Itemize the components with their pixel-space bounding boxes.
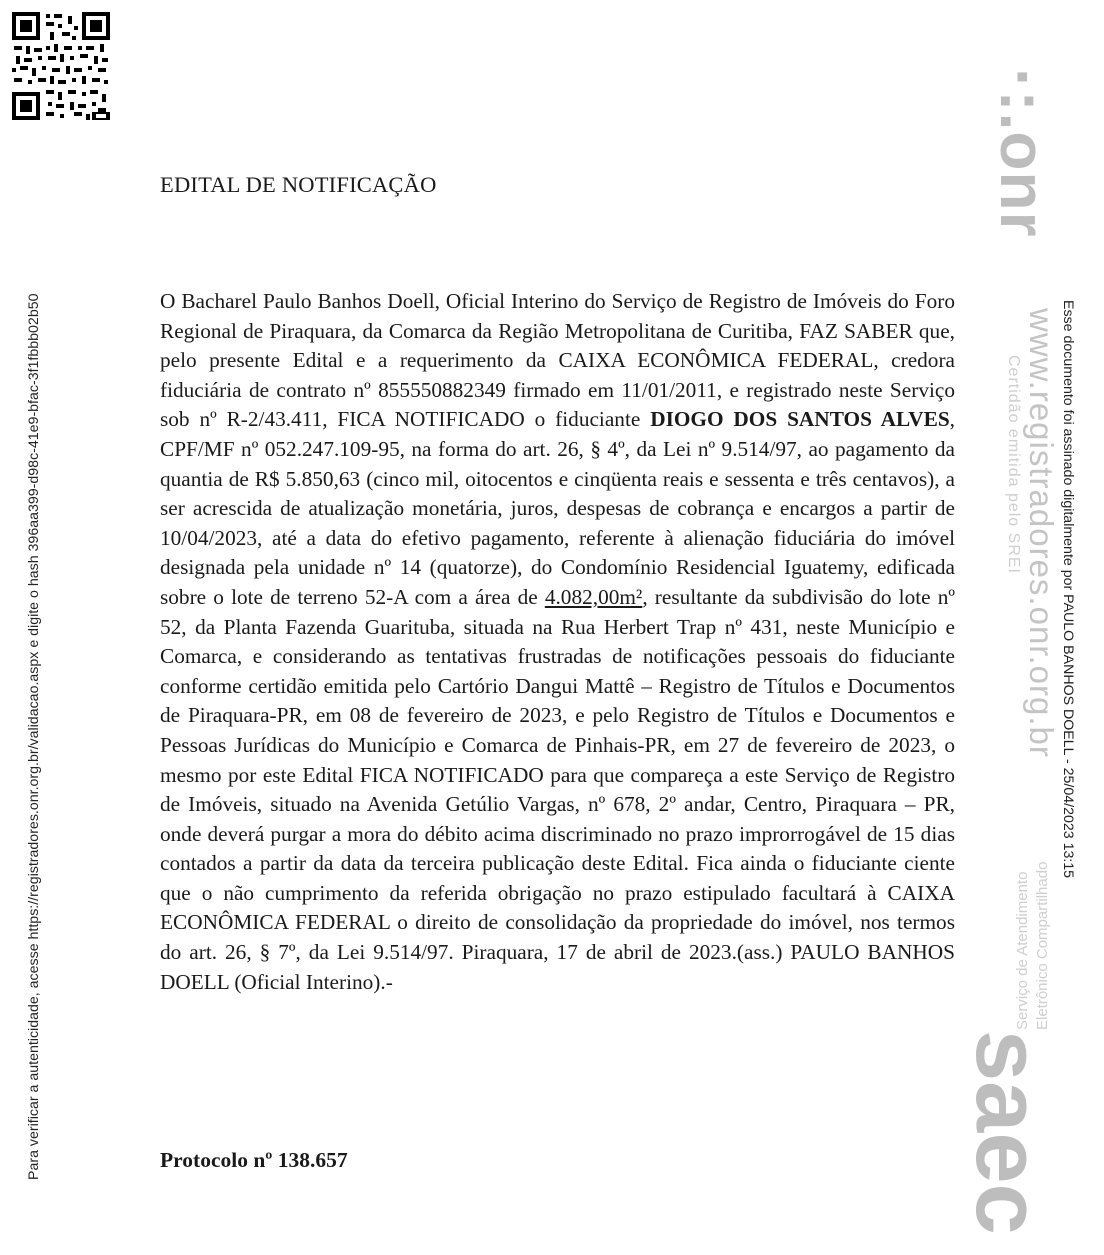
onr-logo-watermark: ·:.onr (987, 68, 1059, 238)
body-part-1: O Bacharel Paulo Banhos Doell, Oficial Interino do Serviço de Registro de Imóveis do Foro Regional de Piraquara, da Comarca da Região Metropolitana de Curitiba, FAZ SABER que, pelo presente Edital e a requerimento da CAIXA ECONÔMICA FEDERAL, credora fiduciária de contrato nº 855550882349 firmado em 11/01/2011, e registrado neste Serviço sob nº R-2/43.411, FICA NOTIFICADO o fiduciante (160, 289, 955, 432)
body-part-3: , resultante da subdivisão do lote nº 52, da Planta Fazenda Guarituba, situada na Rua Herbert Trap nº 431, neste Município e Comarca, e considerando as tentativas frustradas de notificações pessoais do fiduciante conforme certidão emitida pelo Cartório Dangui Mattê – Registro de Títulos e Documentos de Piraquara-PR, em 08 de fevereiro de 2023, e pelo Registro de Títulos e Documentos e Pessoas Jurídicas do Município e Comarca de Pinhais-PR, em 27 de fevereiro de 2023, o mesmo por este Edital FICA NOTIFICADO para que compareça a este Serviço de Registro de Imóveis, situado na Avenida Getúlio Vargas, nº 678, 2º andar, Centro, Piraquara – PR, onde deverá purgar a mora do débito acima discriminado no prazo improrrogável de 15 dias contados a partir da data da terceira publicação deste Edital. Fica ainda o fiduciante ciente que o não cumprimento da referida obrigação no prazo estipulado facultará à CAIXA ECONÔMICA FEDERAL o direito de consolidação da propriedade do imóvel, nos termos do art. 26, § 7º, da Lei 9.514/97. Piraquara, 17 de abril de 2023.(ass.) PAULO BANHOS DOELL (Oficial Interino).- (160, 584, 955, 994)
document-title: EDITAL DE NOTIFICAÇÃO (160, 172, 437, 197)
area-value: 4.082,00m² (544, 584, 643, 609)
saec-logo-watermark: saec (957, 1030, 1059, 1235)
qr-code (12, 12, 110, 120)
saec-subtitle-line2-text: Eletrônico Compartilhado (1034, 861, 1051, 1030)
document-body (160, 287, 955, 997)
qr-code-icon (12, 12, 110, 120)
protocol-number: Protocolo nº 138.657 (160, 1148, 348, 1172)
digital-signature-note: Esse documento foi assinado digitalmente por PAULO BANHOS DOELL - 25/04/2023 13:15 (1060, 300, 1076, 879)
site-url-watermark: www.registradores.onr.org.br (1023, 308, 1060, 758)
fiduciante-name: DIOGO DOS SANTOS ALVES (650, 407, 950, 432)
saec-subtitle-line1-text: Serviço de Atendimento (1014, 871, 1031, 1030)
certidao-watermark: Certidão emitida pelo SREI (1005, 355, 1022, 574)
body-part-2: , CPF/MF nº 052.247.109-95, na forma do art. 26, § 4º, da Lei nº 9.514/97, ao pagamento da quantia de R$ 5.850,63 (cinco mil, oitocentos e cinqüenta reais e sessenta e três centavos), a ser acrescida de atualização monetária, juros, despesas de cobrança e encargos a partir de 10/04/2023, até a data do efetivo pagamento, referente à alienação fiduciária do imóvel designada pela unidade nº 14 (quatorze), do Condomínio Residencial Iguatemy, edificada sobre o lote de terreno 52-A com a área de (160, 407, 955, 609)
verification-note: Para verificar a autenticidade, acesse https://registradores.onr.org.br/validacao.aspx e digite o hash 396aa399-d98c-41e9-bfac-3f1fbbb02b50 (26, 293, 42, 1180)
